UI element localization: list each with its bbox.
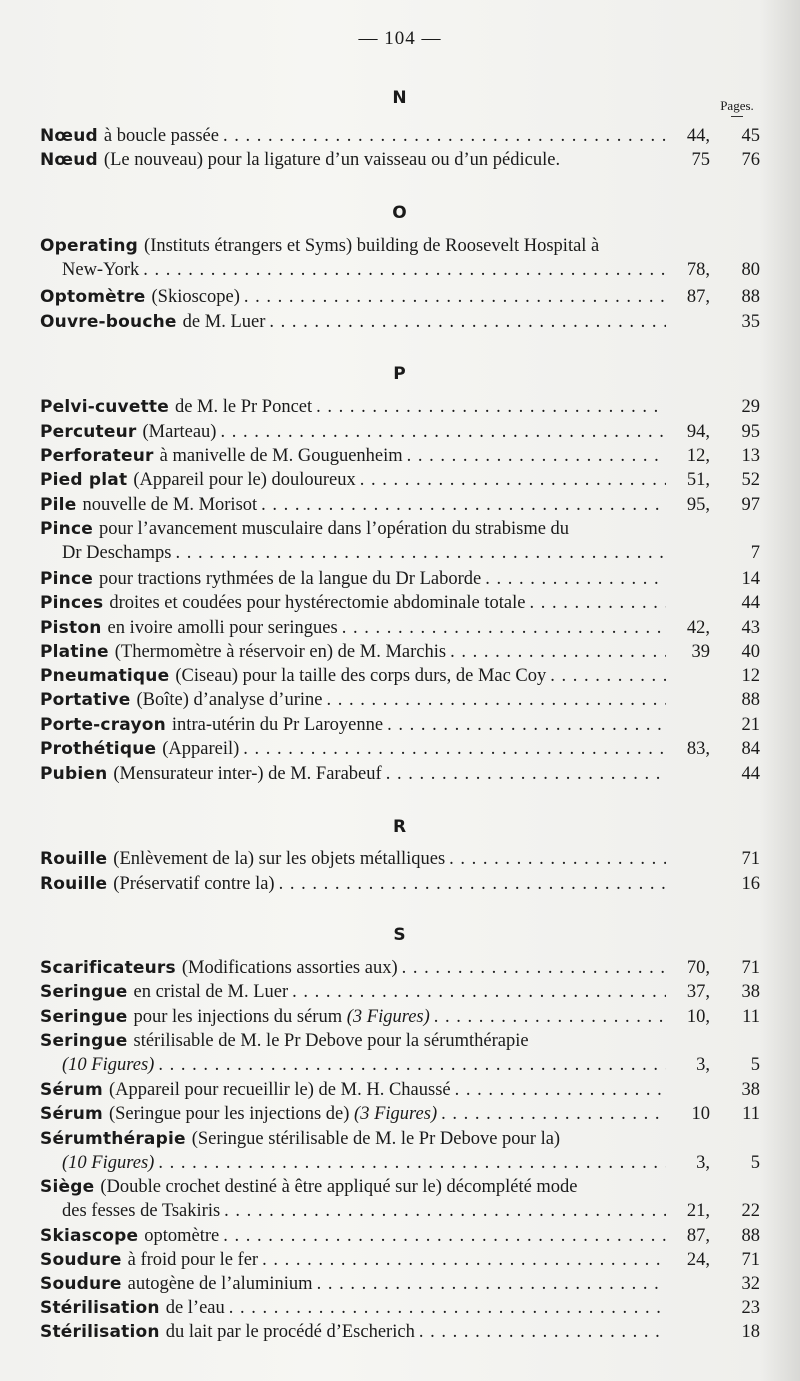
entry-heading: Sérum: [40, 1080, 103, 1100]
entry-page-2: 97: [741, 495, 760, 515]
entry-heading: Percuteur: [40, 422, 137, 442]
entry-heading: Rouille: [40, 849, 108, 869]
entry-page-2: 52: [741, 470, 760, 490]
section-letter-o: O: [392, 203, 408, 223]
entry-page-2: 88: [741, 1226, 760, 1246]
entry-text: (Skioscope): [151, 287, 240, 307]
entry-heading: Soudure: [40, 1250, 122, 1270]
entry-text: à boucle passée: [103, 126, 219, 146]
entry-heading: Soudure: [40, 1274, 122, 1294]
entry-page-2: 12: [741, 666, 760, 686]
entry-figures: (3 Figures): [346, 1007, 430, 1027]
index-entry: [40, 518, 760, 566]
entry-page-1: 83,: [686, 739, 710, 759]
entry-text: (Ciseau) pour la taille des corps durs, de Mac Coy: [175, 666, 547, 686]
entry-page-1: 24,: [686, 1250, 710, 1270]
entry-text: (Préservatif contre la): [113, 874, 275, 894]
entry-text: optomètre: [144, 1226, 220, 1246]
index-entry: [40, 445, 760, 469]
entry-text: (Seringue pour les injections de): [108, 1104, 350, 1124]
entry-page-1: 78,: [686, 260, 710, 280]
entry-text-continued: New-York: [62, 260, 140, 280]
pages-column-header: Pages.: [712, 98, 762, 117]
entry-page-2: 13: [741, 446, 760, 466]
index-entry: [40, 763, 760, 787]
entry-text: stérilisable de M. le Pr Debove pour la sérumthérapie: [133, 1031, 529, 1051]
entry-page-2: 11: [742, 1104, 760, 1124]
entry-page-1: 51,: [686, 470, 710, 490]
entry-text: de M. le Pr Poncet: [174, 397, 313, 417]
entry-text: (Marteau): [142, 422, 217, 442]
index-entry: [40, 568, 760, 592]
entry-heading: Siège: [40, 1177, 95, 1197]
entry-page-1: 70,: [686, 958, 710, 978]
entry-heading: Seringue: [40, 982, 128, 1002]
entry-text: nouvelle de M. Morisot: [82, 495, 258, 515]
index-entry: [40, 592, 760, 616]
entry-page-2: 95: [741, 422, 760, 442]
entry-page-2: 44: [741, 764, 760, 784]
index-entry: [40, 494, 760, 518]
entry-page-2: 88: [741, 690, 760, 710]
entry-heading: Pile: [40, 495, 77, 515]
entry-heading: Optomètre: [40, 287, 146, 307]
entry-page-1: 3,: [696, 1055, 710, 1075]
entry-page-1: 87,: [686, 1226, 710, 1246]
index-entry: [40, 1128, 760, 1176]
index-entry: [40, 1297, 760, 1321]
index-entry: [40, 617, 760, 641]
index-entry: [40, 1273, 760, 1297]
index-entry: [40, 689, 760, 713]
entry-heading: Perforateur: [40, 446, 154, 466]
entry-page-1: 10: [691, 1104, 710, 1124]
index-entry: [40, 873, 760, 897]
entry-text: du lait par le procédé d’Escherich: [165, 1322, 415, 1342]
entry-figures: (3 Figures): [354, 1104, 438, 1124]
entry-heading: Operating: [40, 236, 139, 256]
entry-heading: Sérumthérapie: [40, 1129, 186, 1149]
entry-text: (Boîte) d’analyse d’urine: [136, 690, 323, 710]
section-letter-r: R: [392, 817, 408, 837]
entry-page-2: 38: [741, 982, 760, 1002]
entry-text: de l’eau: [165, 1298, 225, 1318]
entry-page-2: 71: [741, 958, 760, 978]
entry-text: pour les injections du sérum: [133, 1007, 343, 1027]
entry-heading: Porte-crayon: [40, 715, 166, 735]
entry-page-2: 7: [750, 543, 760, 563]
index-entry: [40, 235, 760, 283]
entry-page-2: 23: [741, 1298, 760, 1318]
entry-heading: Seringue: [40, 1031, 128, 1051]
index-entry: [40, 957, 760, 981]
entry-page-2: 45: [741, 126, 760, 146]
entry-figures: (10 Figures): [62, 1153, 155, 1173]
entry-text: (Appareil pour le) douloureux: [133, 470, 356, 490]
entry-page-1: 39: [691, 642, 710, 662]
entry-heading: Nœud: [40, 126, 98, 146]
entry-heading: Pubien: [40, 764, 108, 784]
entry-text: (Le nouveau) pour la ligature d’un vaisseau ou d’un pédicule.: [103, 150, 561, 170]
entry-heading: Stérilisation: [40, 1298, 160, 1318]
index-entry: [40, 1006, 760, 1030]
section-letter-s: S: [393, 925, 407, 945]
entry-text: (Modifications assorties aux): [181, 958, 398, 978]
entry-heading: Portative: [40, 690, 131, 710]
entry-page-2: 40: [741, 642, 760, 662]
entry-heading: Piston: [40, 618, 102, 638]
entry-heading: Scarificateurs: [40, 958, 176, 978]
entry-text: (Appareil pour recueillir le) de M. H. Chaussé: [108, 1080, 451, 1100]
entry-page-1: 94,: [686, 422, 710, 442]
entry-page-2: 71: [741, 1250, 760, 1270]
entry-page-2: 84: [741, 739, 760, 759]
entry-page-2: 5: [750, 1153, 760, 1173]
entry-page-2: 32: [741, 1274, 760, 1294]
entry-page-2: 38: [741, 1080, 760, 1100]
entry-page-2: 43: [741, 618, 760, 638]
entry-text-continued: Dr Deschamps: [62, 543, 172, 563]
index-entry: [40, 1103, 760, 1127]
entry-page-2: 11: [742, 1007, 760, 1027]
entry-page-2: 35: [741, 312, 760, 332]
entry-page-2: 76: [741, 150, 760, 170]
entry-text-continued: des fesses de Tsakiris: [62, 1201, 221, 1221]
entry-heading: Skiascope: [40, 1226, 139, 1246]
entry-text: (Seringue stérilisable de M. le Pr Debove pour la): [191, 1129, 561, 1149]
entry-page-1: 10,: [686, 1007, 710, 1027]
entry-text: de M. Luer: [182, 312, 266, 332]
index-entry: [40, 1321, 760, 1345]
entry-page-2: 80: [741, 260, 760, 280]
entry-page-2: 71: [741, 849, 760, 869]
entry-heading: Pince: [40, 519, 93, 539]
entry-text: en ivoire amolli pour seringues: [107, 618, 338, 638]
entry-heading: Sérum: [40, 1104, 103, 1124]
entry-heading: Pinces: [40, 593, 104, 613]
entry-page-2: 22: [741, 1201, 760, 1221]
entry-page-2: 18: [741, 1322, 760, 1342]
entry-page-2: 5: [750, 1055, 760, 1075]
index-entry: [40, 396, 760, 420]
entry-page-2: 21: [741, 715, 760, 735]
entry-text: (Enlèvement de la) sur les objets métalliques: [113, 849, 446, 869]
index-entry: [40, 641, 760, 665]
entry-page-2: 16: [741, 874, 760, 894]
entry-heading: Nœud: [40, 150, 98, 170]
index-entry: [40, 1176, 760, 1224]
entry-text: pour tractions rythmées de la langue du Dr Laborde: [99, 569, 482, 589]
entry-page-2: 14: [741, 569, 760, 589]
index-entry: [40, 125, 760, 149]
entry-page-1: 21,: [686, 1201, 710, 1221]
entry-text: autogène de l’aluminium: [127, 1274, 313, 1294]
section-letter-p: P: [393, 364, 407, 384]
entry-heading: Seringue: [40, 1007, 128, 1027]
entry-figures: (10 Figures): [62, 1055, 155, 1075]
entry-text: droites et coudées pour hystérectomie abdominale totale: [109, 593, 526, 613]
entry-page-1: 12,: [686, 446, 710, 466]
entry-heading: Ouvre-bouche: [40, 312, 177, 332]
page-number: — 104 —: [358, 28, 442, 49]
entry-heading: Rouille: [40, 874, 108, 894]
index-entry: [40, 848, 760, 872]
index-entry: [40, 469, 760, 493]
index-entry: [40, 1249, 760, 1273]
section-letter-n: N: [392, 88, 408, 108]
index-entry: [40, 714, 760, 738]
entry-heading: Pneumatique: [40, 666, 170, 686]
index-entry: [40, 738, 760, 762]
index-entry: [40, 1225, 760, 1249]
entry-text: à froid pour le fer: [127, 1250, 259, 1270]
entry-text: pour l’avancement musculaire dans l’opération du strabisme du: [99, 519, 570, 539]
entry-heading: Pince: [40, 569, 93, 589]
entry-text: intra-utérin du Pr Laroyenne: [171, 715, 384, 735]
index-entry: [40, 421, 760, 445]
entry-text: (Instituts étrangers et Syms) building de Roosevelt Hospital à: [144, 236, 600, 256]
entry-page-1: 42,: [686, 618, 710, 638]
entry-text: (Mensurateur inter-) de M. Farabeuf: [113, 764, 382, 784]
entry-page-2: 44: [741, 593, 760, 613]
entry-page-1: 44,: [686, 126, 710, 146]
entry-text: (Double crochet destiné à être appliqué sur le) décomplété mode: [100, 1177, 578, 1197]
entry-page-1: 3,: [696, 1153, 710, 1173]
entry-page-2: 29: [741, 397, 760, 417]
entry-page-2: 88: [741, 287, 760, 307]
entry-page-1: 87,: [686, 287, 710, 307]
entry-page-1: 95,: [686, 495, 710, 515]
entry-text: à manivelle de M. Gouguenheim: [159, 446, 403, 466]
index-entry: [40, 665, 760, 689]
entry-page-1: 37,: [686, 982, 710, 1002]
index-entry: [40, 1030, 760, 1078]
index-entry: [40, 981, 760, 1005]
entry-heading: Stérilisation: [40, 1322, 160, 1342]
entry-heading: Prothétique: [40, 739, 157, 759]
entry-page-1: 75: [691, 150, 710, 170]
entry-text: (Thermomètre à réservoir en) de M. Marchis: [114, 642, 447, 662]
entry-text: en cristal de M. Luer: [133, 982, 289, 1002]
entry-heading: Pied plat: [40, 470, 128, 490]
index-entry: [40, 311, 760, 335]
entry-heading: Pelvi-cuvette: [40, 397, 169, 417]
entry-heading: Platine: [40, 642, 109, 662]
index-entry: [40, 149, 760, 173]
index-entry: [40, 1079, 760, 1103]
index-entry: [40, 286, 760, 310]
entry-text: (Appareil): [162, 739, 240, 759]
